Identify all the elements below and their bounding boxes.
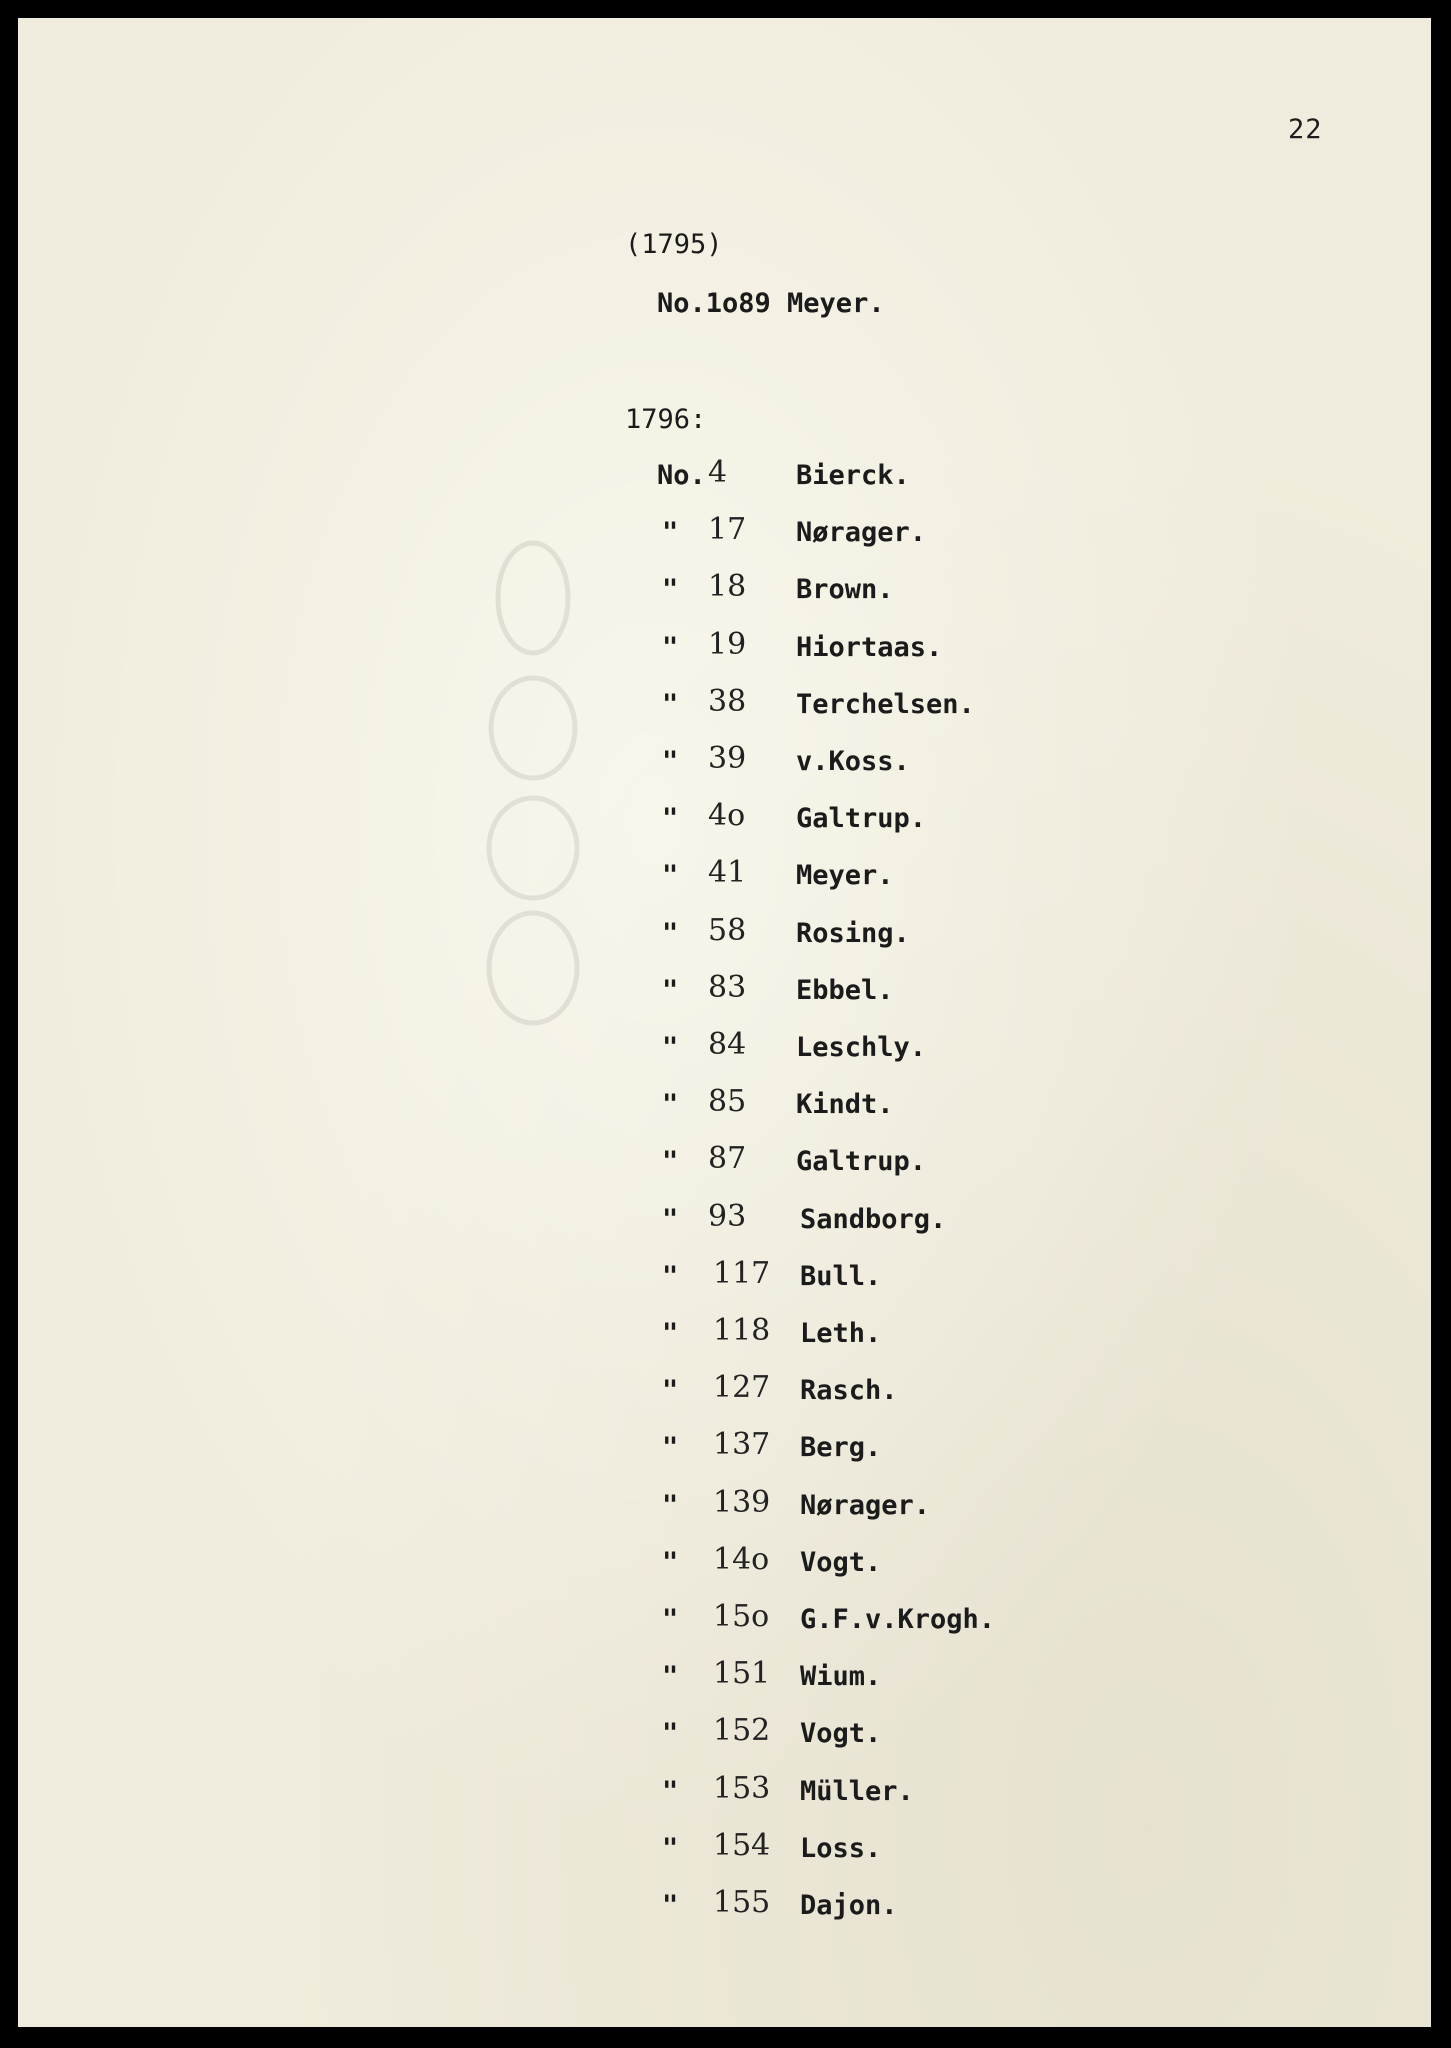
number-prefix: No. bbox=[657, 460, 706, 491]
ditto-mark: " bbox=[662, 1204, 679, 1235]
entry-number: 17 bbox=[708, 512, 747, 547]
entry-name: Bierck. bbox=[796, 460, 910, 491]
entry-number: 18 bbox=[708, 569, 747, 604]
entry-number: 38 bbox=[708, 684, 747, 719]
ditto-mark: " bbox=[662, 918, 679, 949]
entry-name: Berg. bbox=[800, 1432, 882, 1463]
entry-number: 4o bbox=[708, 798, 746, 833]
entry-name: Loss. bbox=[800, 1833, 882, 1864]
ditto-mark: " bbox=[662, 746, 679, 777]
entry-number: 39 bbox=[708, 741, 747, 776]
faint-stamp-bleedthrough bbox=[458, 538, 608, 1058]
ditto-mark: " bbox=[662, 1547, 679, 1578]
ditto-mark: " bbox=[662, 1776, 679, 1807]
entry-name: Wium. bbox=[800, 1661, 882, 1692]
entry-name: Kindt. bbox=[796, 1089, 894, 1120]
ditto-mark: " bbox=[662, 1432, 679, 1463]
entry-number: 137 bbox=[713, 1427, 771, 1462]
entry-name: Vogt. bbox=[800, 1547, 882, 1578]
entry-name: Rosing. bbox=[796, 918, 910, 949]
entry-name: Terchelsen. bbox=[796, 689, 975, 720]
entry-number: 139 bbox=[713, 1485, 771, 1520]
entry-number: 118 bbox=[713, 1313, 771, 1348]
entry-number: 85 bbox=[708, 1084, 747, 1119]
entry-name: Hiortaas. bbox=[796, 632, 943, 663]
ditto-mark: " bbox=[662, 1146, 679, 1177]
entry-name: Dajon. bbox=[800, 1890, 898, 1921]
ditto-mark: " bbox=[662, 574, 679, 605]
entry-name: Ebbel. bbox=[796, 975, 894, 1006]
entry-name: Nørager. bbox=[800, 1490, 931, 1521]
ditto-mark: " bbox=[662, 1718, 679, 1749]
entry-number: 87 bbox=[708, 1141, 747, 1176]
entry-name: Leschly. bbox=[796, 1032, 927, 1063]
ditto-mark: " bbox=[662, 803, 679, 834]
entry-name: Meyer. bbox=[796, 860, 894, 891]
year-heading-1796: 1796: bbox=[625, 404, 707, 435]
ditto-mark: " bbox=[662, 1490, 679, 1521]
ditto-mark: " bbox=[662, 1032, 679, 1063]
entry-name: Leth. bbox=[800, 1318, 882, 1349]
entry-name: v.Koss. bbox=[796, 746, 910, 777]
ditto-mark: " bbox=[662, 517, 679, 548]
entry-name: Rasch. bbox=[800, 1375, 898, 1406]
entry-name: G.F.v.Krogh. bbox=[800, 1604, 996, 1635]
ditto-mark: " bbox=[662, 1661, 679, 1692]
entry-name: Bull. bbox=[800, 1261, 882, 1292]
entry-name: Galtrup. bbox=[796, 803, 927, 834]
entry-number: 127 bbox=[713, 1370, 771, 1405]
ditto-mark: " bbox=[662, 975, 679, 1006]
entry-name: Müller. bbox=[800, 1776, 914, 1807]
entry-number: 58 bbox=[708, 913, 747, 948]
entry-number: 155 bbox=[713, 1885, 771, 1920]
entry-name: Sandborg. bbox=[800, 1204, 947, 1235]
ditto-mark: " bbox=[662, 1890, 679, 1921]
entry-number: 93 bbox=[708, 1199, 747, 1234]
ditto-mark: " bbox=[662, 1833, 679, 1864]
entry-number: 14o bbox=[713, 1542, 770, 1577]
entry-number: 15o bbox=[713, 1599, 770, 1634]
entry-1795: No.1o89 Meyer. bbox=[657, 288, 885, 319]
entry-name: Galtrup. bbox=[796, 1146, 927, 1177]
entry-number: 19 bbox=[708, 627, 747, 662]
entry-name: Nørager. bbox=[796, 517, 927, 548]
ditto-mark: " bbox=[662, 632, 679, 663]
entry-number: 4 bbox=[708, 455, 728, 490]
entry-name: Brown. bbox=[796, 574, 894, 605]
ditto-mark: " bbox=[662, 860, 679, 891]
entry-number: 84 bbox=[708, 1027, 747, 1062]
entry-number: 41 bbox=[708, 855, 747, 890]
entry-number: 83 bbox=[708, 970, 747, 1005]
ditto-mark: " bbox=[662, 689, 679, 720]
entry-number: 153 bbox=[713, 1771, 771, 1806]
entry-name: Vogt. bbox=[800, 1718, 882, 1749]
ditto-mark: " bbox=[662, 1318, 679, 1349]
year-heading-1795: (1795) bbox=[625, 229, 723, 260]
ditto-mark: " bbox=[662, 1375, 679, 1406]
page-number: 22 bbox=[1288, 114, 1323, 145]
ditto-mark: " bbox=[662, 1089, 679, 1120]
entry-number: 154 bbox=[713, 1828, 771, 1863]
ditto-mark: " bbox=[662, 1604, 679, 1635]
entry-number: 152 bbox=[713, 1713, 771, 1748]
ditto-mark: " bbox=[662, 1261, 679, 1292]
entry-number: 117 bbox=[713, 1256, 771, 1291]
entry-number: 151 bbox=[713, 1656, 771, 1691]
